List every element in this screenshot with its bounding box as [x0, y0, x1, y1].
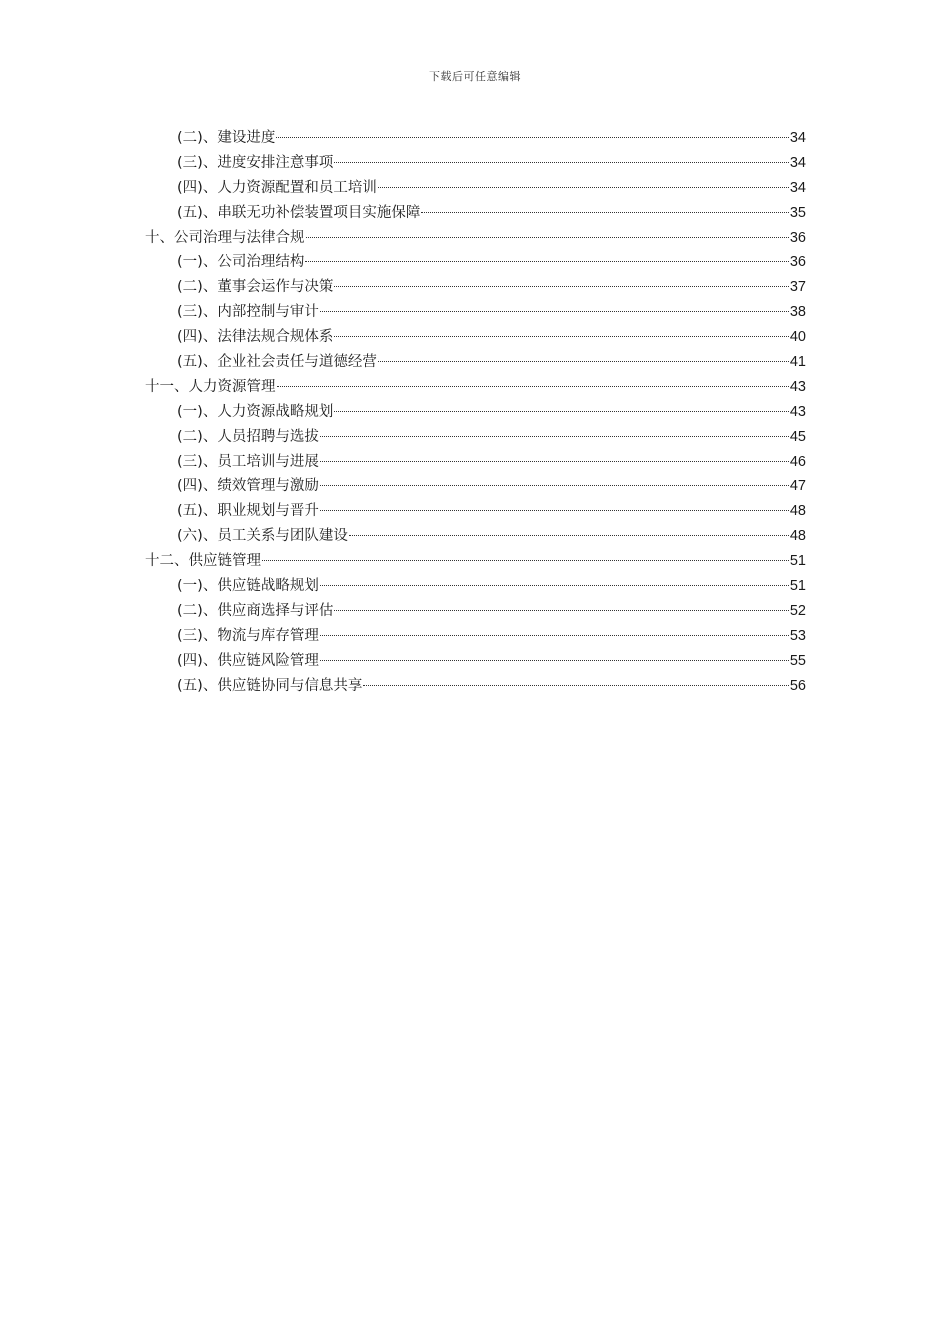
toc-entry-page-number: 46	[789, 453, 806, 470]
toc-entry-title: (五)、职业规划与晋升	[177, 503, 319, 520]
toc-section-entry[interactable]	[145, 250, 806, 275]
toc-entry-page-number: 34	[789, 130, 806, 146]
toc-dot-leader	[262, 560, 789, 561]
toc-dot-leader	[320, 461, 789, 462]
toc-entry-page-number: 35	[789, 204, 806, 221]
toc-entry-page-number: 53	[789, 627, 806, 644]
toc-section-entry[interactable]	[145, 350, 806, 375]
toc-entry-title: (二)、供应商选择与评估	[177, 602, 334, 619]
toc-section-entry[interactable]	[145, 275, 806, 300]
toc-entry-title: (三)、员工培训与进展	[177, 453, 319, 470]
toc-entry-title: (五)、供应链协同与信息共享	[177, 677, 363, 694]
toc-section-entry[interactable]	[145, 300, 806, 325]
toc-entry-page-number: 52	[789, 602, 806, 619]
toc-entry-title: (一)、人力资源战略规划	[177, 403, 334, 420]
toc-entry-page-number: 34	[789, 179, 806, 196]
toc-dot-leader	[349, 535, 789, 536]
toc-entry-title: (四)、供应链风险管理	[177, 652, 319, 669]
toc-section-entry[interactable]	[145, 400, 806, 425]
toc-section-entry[interactable]	[145, 624, 806, 649]
toc-dot-leader	[334, 610, 789, 611]
toc-entry-title: 十二、供应链管理	[145, 553, 261, 570]
toc-section-entry[interactable]	[145, 524, 806, 549]
toc-dot-leader	[320, 485, 789, 486]
toc-entry-page-number: 36	[789, 229, 806, 246]
toc-entry-title: (三)、进度安排注意事项	[177, 154, 334, 171]
toc-dot-leader	[320, 436, 789, 437]
toc-dot-leader	[320, 311, 789, 312]
toc-entry-page-number: 45	[789, 428, 806, 445]
toc-section-entry[interactable]	[145, 649, 806, 674]
toc-section-entry[interactable]	[145, 574, 806, 599]
toc-section-entry[interactable]	[145, 425, 806, 450]
toc-dot-leader	[363, 685, 789, 686]
toc-entry-title: (四)、绩效管理与激励	[177, 478, 319, 495]
toc-dot-leader	[320, 660, 789, 661]
toc-entry-title: (四)、人力资源配置和员工培训	[177, 179, 377, 196]
toc-entry-title: (一)、公司治理结构	[177, 254, 305, 271]
toc-entry-title: (三)、物流与库存管理	[177, 627, 319, 644]
toc-entry-page-number: 56	[789, 677, 806, 694]
toc-dot-leader	[320, 510, 789, 511]
toc-section-entry[interactable]	[145, 674, 806, 699]
toc-entry-page-number: 43	[789, 378, 806, 395]
toc-dot-leader	[334, 286, 789, 287]
toc-chapter-entry[interactable]	[145, 375, 806, 400]
toc-dot-leader	[378, 187, 789, 188]
toc-section-entry[interactable]	[145, 450, 806, 475]
toc-dot-leader	[277, 386, 789, 387]
toc-entry-page-number: 43	[789, 403, 806, 420]
toc-section-entry[interactable]	[145, 499, 806, 524]
toc-dot-leader	[320, 585, 789, 586]
toc-section-entry[interactable]	[145, 126, 806, 151]
toc-dot-leader	[421, 212, 789, 213]
toc-entry-page-number: 48	[789, 528, 806, 545]
toc-entry-page-number: 51	[789, 553, 806, 570]
toc-entry-title: (五)、企业社会责任与道德经营	[177, 354, 377, 371]
toc-entry-page-number: 48	[789, 503, 806, 520]
toc-entry-page-number: 38	[789, 304, 806, 321]
toc-entry-page-number: 36	[789, 254, 806, 271]
toc-dot-leader	[306, 237, 789, 238]
toc-entry-page-number: 51	[789, 578, 806, 595]
table-of-contents	[145, 126, 806, 698]
toc-entry-title: (三)、内部控制与审计	[177, 304, 319, 321]
page-header: 下载后可任意编辑	[429, 70, 521, 83]
toc-entry-page-number: 37	[789, 279, 806, 296]
toc-entry-page-number: 41	[789, 354, 806, 371]
toc-entry-title: (二)、人员招聘与选拔	[177, 428, 319, 445]
toc-chapter-entry[interactable]	[145, 226, 806, 251]
toc-entry-title: 十一、人力资源管理	[145, 378, 276, 395]
toc-section-entry[interactable]	[145, 201, 806, 226]
toc-dot-leader	[276, 137, 789, 138]
toc-entry-title: (二)、董事会运作与决策	[177, 279, 334, 296]
toc-entry-page-number: 34	[789, 154, 806, 171]
toc-entry-page-number: 47	[789, 478, 806, 495]
toc-dot-leader	[320, 635, 789, 636]
toc-entry-title: (一)、供应链战略规划	[177, 578, 319, 595]
toc-section-entry[interactable]	[145, 599, 806, 624]
toc-entry-page-number: 40	[789, 329, 806, 346]
toc-entry-page-number: 55	[789, 652, 806, 669]
toc-entry-title: (五)、串联无功补偿装置项目实施保障	[177, 204, 421, 221]
toc-dot-leader	[334, 162, 789, 163]
toc-dot-leader	[305, 261, 789, 262]
toc-section-entry[interactable]	[145, 176, 806, 201]
toc-dot-leader	[378, 361, 789, 362]
toc-entry-title: (二)、建设进度	[177, 130, 276, 146]
toc-section-entry[interactable]	[145, 474, 806, 499]
toc-chapter-entry[interactable]	[145, 549, 806, 574]
toc-dot-leader	[334, 336, 789, 337]
toc-dot-leader	[334, 411, 789, 412]
toc-entry-title: (六)、员工关系与团队建设	[177, 528, 348, 545]
toc-section-entry[interactable]	[145, 151, 806, 176]
toc-entry-title: 十、公司治理与法律合规	[145, 229, 305, 246]
toc-entry-title: (四)、法律法规合规体系	[177, 329, 334, 346]
toc-section-entry[interactable]	[145, 325, 806, 350]
